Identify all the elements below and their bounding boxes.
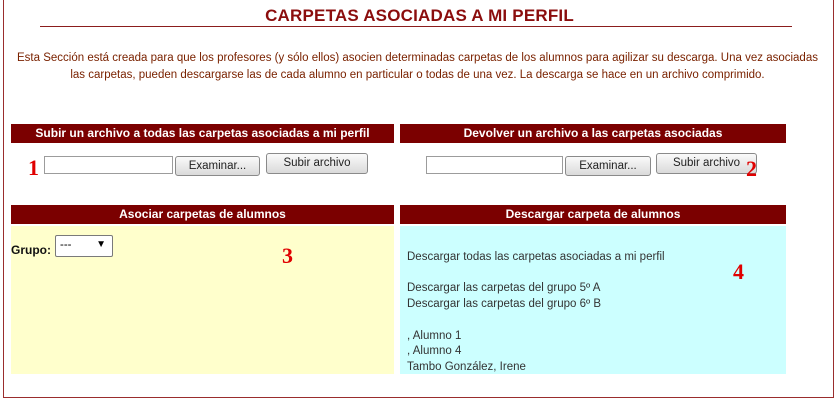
group-select-value: --- <box>60 239 72 251</box>
page-title: CARPETAS ASOCIADAS A MI PERFIL <box>265 6 574 25</box>
upload-all-file-field[interactable] <box>44 156 173 174</box>
download-all-link[interactable]: Descargar todas las carpetas asociadas a mi perfil <box>407 251 665 263</box>
upload-all-browse-button[interactable]: Examinar... <box>175 156 260 176</box>
student-link[interactable]: , Alumno 4 <box>407 345 462 357</box>
marker-4: 4 <box>733 259 744 284</box>
upload-all-header: Subir un archivo a todas las carpetas asociadas a mi perfil <box>11 124 394 143</box>
student-link[interactable]: , Alumno 1 <box>407 330 462 342</box>
title-divider <box>40 26 792 27</box>
download-header: Descargar carpeta de alumnos <box>400 205 786 224</box>
associate-header: Asociar carpetas de alumnos <box>11 205 394 224</box>
return-file-field[interactable] <box>426 156 563 174</box>
marker-3: 3 <box>282 243 293 268</box>
upload-all-submit-button[interactable]: Subir archivo <box>266 153 368 174</box>
download-group-link-5a[interactable]: Descargar las carpetas del grupo 5º A <box>407 282 601 294</box>
download-group-link-6b[interactable]: Descargar las carpetas del grupo 6º B <box>407 298 602 310</box>
chevron-down-icon: ▼ <box>96 239 106 250</box>
return-file-header: Devolver un archivo a las carpetas asociadas <box>400 124 786 143</box>
student-link[interactable]: Tambo González, Irene <box>407 361 526 373</box>
marker-1: 1 <box>28 155 39 180</box>
marker-2: 2 <box>746 156 757 181</box>
group-select[interactable] <box>55 235 113 257</box>
return-file-submit-button[interactable]: Subir archivo <box>656 153 757 174</box>
group-label: Grupo: <box>11 243 51 257</box>
intro-text: Esta Sección está creada para que los profesores (y sólo ellos) asocien determinadas carpetas de los alumnos para agilizar su descarga. Una vez asociadas las carpetas, pueden descargarse las de cada alumno en particular o todas de una vez. La descarga se hace en un archivo comprimido. <box>17 52 818 81</box>
return-file-browse-button[interactable]: Examinar... <box>565 156 651 176</box>
